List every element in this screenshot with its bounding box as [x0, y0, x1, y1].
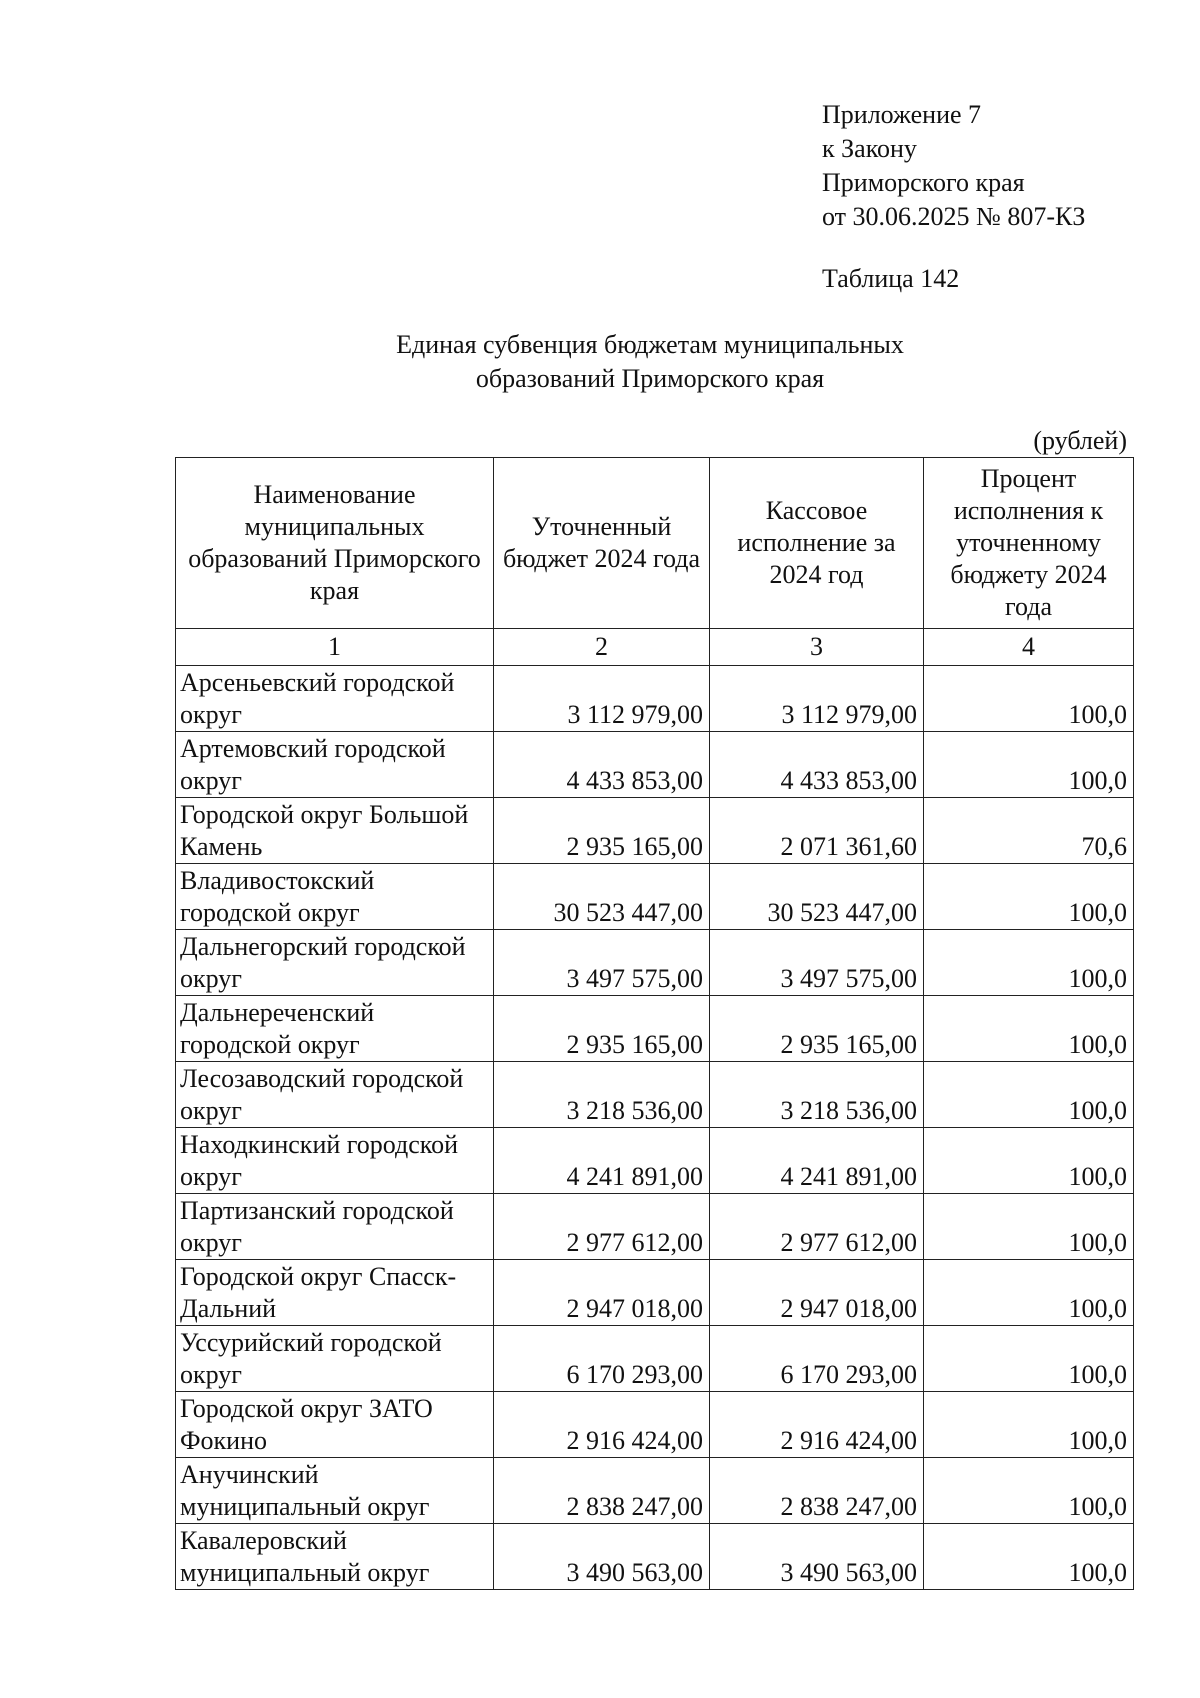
cash-execution-value: 2 071 361,60 [710, 798, 924, 864]
execution-percent-value: 100,0 [924, 1524, 1134, 1590]
adjusted-budget-value: 2 935 165,00 [494, 996, 710, 1062]
document-title-line-2: образований Приморского края [475, 364, 825, 393]
execution-percent-value: 100,0 [924, 1260, 1134, 1326]
municipality-name: Арсеньевский городской округ [176, 666, 494, 732]
municipality-name: Городской округ ЗАТО Фокино [176, 1392, 494, 1458]
unit-note: (рублей) [1033, 426, 1127, 455]
adjusted-budget-value: 3 497 575,00 [494, 930, 710, 996]
appendix-line-2: к Закону [822, 134, 917, 163]
cash-execution-value: 2 935 165,00 [710, 996, 924, 1062]
table-row [176, 1194, 1134, 1260]
table-row [176, 1524, 1134, 1590]
column-number: 3 [710, 629, 924, 666]
header-municipality: Наименование муниципальных образований Приморского края [176, 458, 494, 629]
adjusted-budget-value: 30 523 447,00 [494, 864, 710, 930]
municipality-name: Анучинский муниципальный округ [176, 1458, 494, 1524]
execution-percent-value: 100,0 [924, 1326, 1134, 1392]
execution-percent-value: 100,0 [924, 1062, 1134, 1128]
appendix-block [822, 98, 1085, 234]
table-row [176, 1392, 1134, 1458]
document-title-line-1: Единая субвенция бюджетам муниципальных [396, 330, 904, 359]
municipality-name: Находкинский городской округ [176, 1128, 494, 1194]
execution-percent-value: 100,0 [924, 1392, 1134, 1458]
table-row [176, 798, 1134, 864]
execution-percent-value: 100,0 [924, 1128, 1134, 1194]
table-row [176, 930, 1134, 996]
municipality-name: Уссурийский городской округ [176, 1326, 494, 1392]
appendix-line-1: Приложение 7 [822, 100, 982, 129]
adjusted-budget-value: 2 916 424,00 [494, 1392, 710, 1458]
execution-percent-value: 70,6 [924, 798, 1134, 864]
execution-percent-value: 100,0 [924, 1194, 1134, 1260]
municipality-name: Партизанский городской округ [176, 1194, 494, 1260]
municipality-name: Дальнереченский городской округ [176, 996, 494, 1062]
cash-execution-value: 2 977 612,00 [710, 1194, 924, 1260]
execution-percent-value: 100,0 [924, 732, 1134, 798]
appendix-line-4: от 30.06.2025 № 807-КЗ [822, 202, 1086, 231]
table-row [176, 732, 1134, 798]
cash-execution-value: 4 241 891,00 [710, 1128, 924, 1194]
adjusted-budget-value: 6 170 293,00 [494, 1326, 710, 1392]
cash-execution-value: 6 170 293,00 [710, 1326, 924, 1392]
adjusted-budget-value: 2 977 612,00 [494, 1194, 710, 1260]
cash-execution-value: 2 947 018,00 [710, 1260, 924, 1326]
cash-execution-value: 2 916 424,00 [710, 1392, 924, 1458]
header-execution-percent: Процент исполнения к уточненному бюджету 2024 года [924, 458, 1134, 629]
cash-execution-value: 3 112 979,00 [710, 666, 924, 732]
header-cash-execution: Кассовое исполнение за 2024 год [710, 458, 924, 629]
municipality-name: Городской округ Спасск-Дальний [176, 1260, 494, 1326]
table-number: Таблица 142 [822, 264, 960, 293]
municipality-name: Кавалеровский муниципальный округ [176, 1524, 494, 1590]
table-row [176, 1260, 1134, 1326]
adjusted-budget-value: 3 112 979,00 [494, 666, 710, 732]
cash-execution-value: 4 433 853,00 [710, 732, 924, 798]
cash-execution-value: 3 218 536,00 [710, 1062, 924, 1128]
cash-execution-value: 3 497 575,00 [710, 930, 924, 996]
header-adjusted-budget: Уточненный бюджет 2024 года [494, 458, 710, 629]
document-title [200, 328, 1100, 396]
adjusted-budget-value: 2 947 018,00 [494, 1260, 710, 1326]
cash-execution-value: 30 523 447,00 [710, 864, 924, 930]
appendix-line-3: Приморского края [822, 168, 1025, 197]
table-row [176, 1128, 1134, 1194]
execution-percent-value: 100,0 [924, 1458, 1134, 1524]
table-body [176, 666, 1134, 1590]
execution-percent-value: 100,0 [924, 996, 1134, 1062]
cash-execution-value: 3 490 563,00 [710, 1524, 924, 1590]
execution-percent-value: 100,0 [924, 666, 1134, 732]
municipality-name: Дальнегорский городской округ [176, 930, 494, 996]
column-number: 2 [494, 629, 710, 666]
municipality-name: Лесозаводский городской округ [176, 1062, 494, 1128]
execution-percent-value: 100,0 [924, 864, 1134, 930]
column-number: 1 [176, 629, 494, 666]
adjusted-budget-value: 2 838 247,00 [494, 1458, 710, 1524]
adjusted-budget-value: 4 241 891,00 [494, 1128, 710, 1194]
column-number-row [176, 629, 1134, 666]
subvention-table [175, 457, 1134, 1590]
municipality-name: Городской округ Большой Камень [176, 798, 494, 864]
adjusted-budget-value: 3 218 536,00 [494, 1062, 710, 1128]
municipality-name: Владивостокский городской округ [176, 864, 494, 930]
municipality-name: Артемовский городской округ [176, 732, 494, 798]
column-number: 4 [924, 629, 1134, 666]
table-header-row [176, 458, 1134, 629]
adjusted-budget-value: 4 433 853,00 [494, 732, 710, 798]
adjusted-budget-value: 3 490 563,00 [494, 1524, 710, 1590]
table-row [176, 996, 1134, 1062]
table-row [176, 1062, 1134, 1128]
table-row [176, 1458, 1134, 1524]
execution-percent-value: 100,0 [924, 930, 1134, 996]
cash-execution-value: 2 838 247,00 [710, 1458, 924, 1524]
adjusted-budget-value: 2 935 165,00 [494, 798, 710, 864]
table-row [176, 666, 1134, 732]
table-row [176, 864, 1134, 930]
table-row [176, 1326, 1134, 1392]
